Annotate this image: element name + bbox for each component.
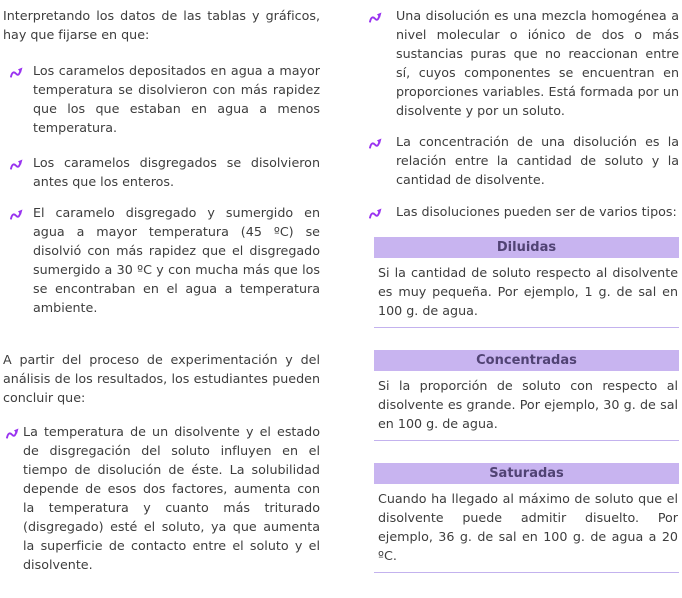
solution-type-saturadas [374,463,679,573]
bullet-item [3,422,320,574]
intro-paragraph: Interpretando los datos de las tablas y gráficos, hay que fijarse en que: [3,8,320,42]
solution-type-title: Diluidas [374,237,679,258]
bullet-item [364,6,679,120]
solution-type-description: Cuando ha llegado al máximo de soluto que el disolvente puede admitir disuelto. Por ejemplo, 36 g. de sal en 100 g. de agua a 20 ºC. [378,491,678,563]
squiggle-arrow-icon [6,425,19,436]
bullet-item [3,61,320,137]
bullet-text: Los caramelos disgregados se disolvieron antes que los enteros. [33,155,320,189]
bullet-text: Los caramelos depositados en agua a mayor temperatura se disolvieron con más rapidez que los que estaban en agua a menos temperatura. [33,63,320,135]
right-column [341,0,682,595]
squiggle-arrow-icon [369,135,382,146]
solution-type-title: Concentradas [374,350,679,371]
solution-type-description: Si la proporción de soluto con respecto al disolvente es grande. Por ejemplo, 30 g. de sal en 100 g. de agua. [378,378,678,431]
bullet-text: La temperatura de un disolvente y el estado de disgregación del soluto influyen en el tiempo de disolución de éste. La solubilidad depende de esos dos factores, aumenta con la temperatura y cuanto más triturado (disgregado) esté el soluto, ya que aumenta la superficie de contacto entre el soluto y el disolvente. [23,424,320,572]
bullet-text: El caramelo disgregado y sumergido en agua a mayor temperatura (45 ºC) se disolvió con más rapidez que el disgregado sumergido a 30 ºC y con mucha más que los se encontraban en el agua a temperatura ambiente. [33,205,320,315]
bullet-item [3,153,320,191]
solution-type-title: Saturadas [374,463,679,484]
bullet-text: Las disoluciones pueden ser de varios tipos: [396,204,677,219]
conclusion-intro-paragraph: A partir del proceso de experimentación y del análisis de los resultados, los estudiantes pueden concluir que: [3,352,320,405]
bullet-item [364,132,679,189]
squiggle-arrow-icon [10,64,23,75]
squiggle-arrow-icon [10,206,23,217]
bullet-text: La concentración de una disolución es la relación entre la cantidad de soluto y la cantidad de disolvente. [396,134,679,187]
squiggle-arrow-icon [369,9,382,20]
left-column [0,0,341,574]
solution-type-description: Si la cantidad de soluto respecto al disolvente es muy pequeña. Por ejemplo, 1 g. de sal en 100 g. de agua. [378,265,678,318]
solution-type-concentradas [374,350,679,441]
bullet-item [3,203,320,317]
solution-type-diluidas [374,237,679,328]
bullet-item [364,202,679,221]
squiggle-arrow-icon [369,205,382,216]
bullet-text: Una disolución es una mezcla homogénea a nivel molecular o iónico de dos o más sustancias puras que no reaccionan entre sí, cuyos componentes se encuentran en proporciones variables. Está formada por un disolvente y por un soluto. [396,8,679,118]
squiggle-arrow-icon [10,156,23,167]
